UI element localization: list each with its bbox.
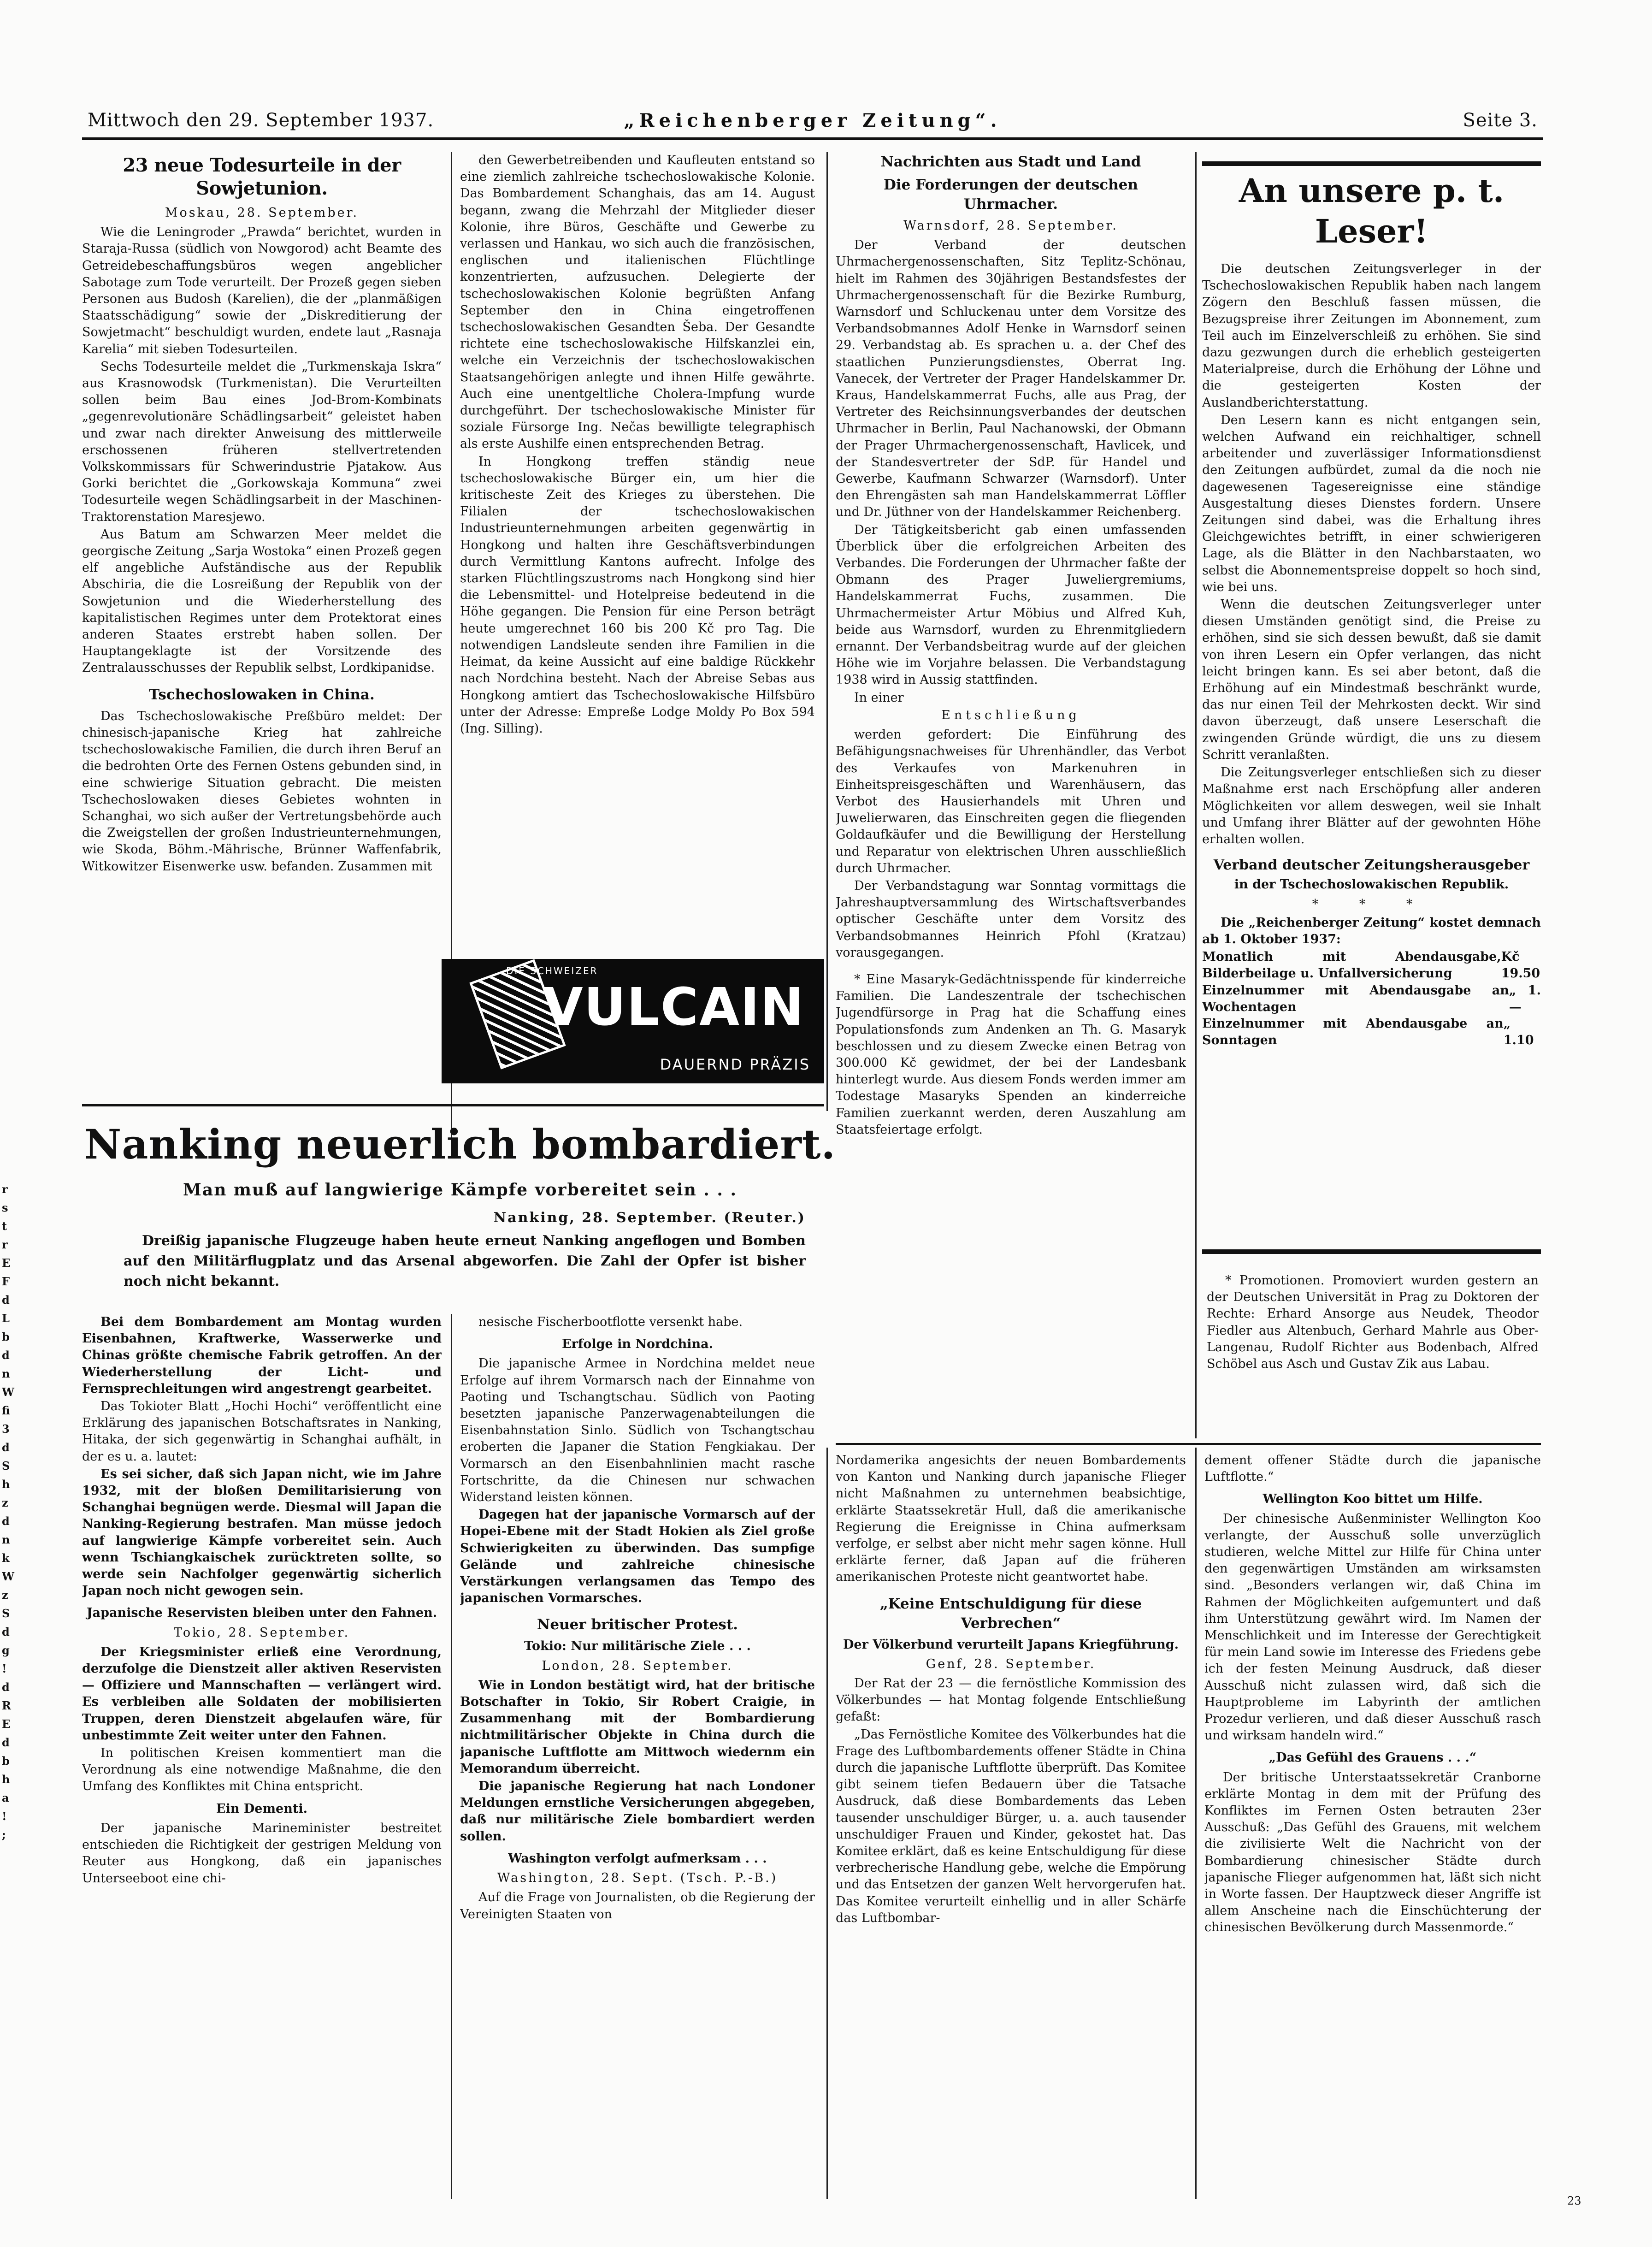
- paragraph: Sechs Todesurteile meldet die „Turkmenskaja Iskra“ aus Krasnowodsk (Turkmenistan). Die Verurteilten sollen beim Bau eines Jod-Brom-Kombinats „gegenrevolutionäre Schädlingsarbeit“ geleistet haben und zwar nach direkter Anweisung des mittlerweile erschossenen früheren stellvertretenden Volkskommissars für Schwerindustrie Pjatakow. Aus Gorki berichtet die „Gorkowskaja Kommuna“ zwei Todesurteile wegen Schädlingsarbeit in der Maschinen-Traktorenstation Maresjewo.: [82, 359, 442, 524]
- paragraph: Der Verband der deutschen Uhrmachergenossenschaften, Sitz Teplitz-Schönau, hielt im Rahmen des 30jährigen Bestandsfestes der Uhrmachergenossenschaft für die Bezirke Rumburg, Warnsdorf und Schluckenau unter dem Vorsitze des Verbandsobmannes Adolf Henke in Warnsdorf seinen 29. Verbandstag ab. Es sprachen u. a. der Chef des staatlichen Punzierungsdienstes, Oberrat Ing. Vanecek, der Vertreter der Prager Handelskammer Dr. Kraus, Handelskammerrat Fuchs, alle aus Prag, der Vertreter des Reichsinnungsverbandes der deutschen Uhrmacher in Berlin, Paul Nachanowski, der Obmann der Prager Uhrmachergenossenschaft, Havlicek, und der Standesvertreter der SdP. für Handel und Gewerbe, Kaufmann Schwarzer (Warnsdorf). Unter den Ehrengästen sah man Handelskammerrat Löffler und Dr. Jüthner von der Handelskammer Reichenberg.: [836, 238, 1186, 520]
- paragraph: Es sei sicher, daß sich Japan nicht, wie im Jahre 1932, mit der bloßen Demilitarisierung von Schanghai begnügen werde. Diesmal will Japan die Nanking-Regierung bestrafen. Man müsse jedoch auf langwierige Kämpfe vorbereitet sein. Auch wenn Tschiangkaischek zurücktreten sollte, so werde sein Nachfolger gegenwärtig sicherlich Japan noch nicht gewogen sein.: [82, 1466, 442, 1598]
- dateline: Moskau, 28. September.: [165, 206, 359, 220]
- paragraph: * Promotionen. Promoviert wurden gestern an der Deutschen Universität in Prag zu Doktoren der Rechte: Erhard Ansorge aus Neudek, Theodor Fiedler aus Altenbuch, Gerhard Mahrle aus Ober-Langenau, Rudolf Richter aus Bodenbach, Alfred Schöbel aus Asch und Gustav Zik aus Labau.: [1207, 1273, 1539, 1372]
- ad-tagline: DAUERND PRÄZIS: [660, 1056, 810, 1073]
- column-divider: [1195, 1448, 1197, 2199]
- column-2: [460, 152, 815, 1000]
- price-value: „ 1.—: [1509, 983, 1541, 1014]
- page-header: [88, 110, 1538, 136]
- newspaper-title: „Reichenberger Zeitung“.: [624, 110, 1002, 131]
- column-5: [836, 1452, 1186, 2199]
- column-6: [1204, 1452, 1541, 2199]
- dateline: London, 28. September.: [542, 1658, 733, 1673]
- column-divider: [826, 152, 828, 1111]
- headline-voelkerbund: „Keine Entschuldigung für diese Verbrechen“: [879, 1595, 1142, 1632]
- paragraph: In politischen Kreisen kommentiert man die Verordnung als eine notwendige Maßnahme, die den Umfang des Konfliktes mit China entspricht.: [82, 1746, 442, 1794]
- subheading: Wellington Koo bittet um Hilfe.: [1263, 1492, 1483, 1507]
- paragraph: „Das Fernöstliche Komitee des Völkerbundes hat die Frage des Luftbombardements offener Städte in China durch die japanische Luftflotte überprüft. Das Komitee gibt seinem tiefen Bedauern über die Tatsache Ausdruck, daß diese Bombardements das Leben tausender unschuldiger Bürger, u. a. auch tausender unschuldiger Frauen und Kinder, gekostet hat. Das Komitee erklärt, daß es keine Entschuldigung für diese verbrecherische Handlung gebe, welche die Empörung und das Entsetzen der ganzen Welt hervorgerufen hat. Das Komitee verurteilt einhellig und in aller Schärfe das Luftbombar-: [836, 1727, 1186, 1925]
- column-1: [82, 152, 442, 1153]
- subheading: Erfolge in Nordchina.: [561, 1337, 714, 1352]
- price-intro: Die „Reichenberger Zeitung“ kostet demnach ab 1. Oktober 1937:: [1202, 915, 1541, 946]
- notice-headline: An unsere p. t. Leser!: [1239, 171, 1504, 250]
- column-3: [836, 152, 1186, 1443]
- subheading: Neuer britischer Protest.: [537, 1616, 738, 1633]
- paragraph: Wie in London bestätigt wird, hat der britische Botschafter in Tokio, Sir Robert Craigie, in Zusammenhang mit der Bombardierung nichtmilitärischer Objekte in China durch die japanische Luftflotte am Mittwoch wiedernm ein Memorandum überreicht.: [460, 1678, 815, 1776]
- page-folio: 23: [1567, 2194, 1581, 2207]
- dateline: Washington, 28. Sept. (Tsch. P.-B.): [497, 1871, 778, 1886]
- headline-uhrmacher: Die Forderungen der deutschen Uhrmacher.: [884, 177, 1138, 213]
- subheading: Ein Dementi.: [216, 1801, 307, 1816]
- headline-tschechoslowaken: Tschechoslowaken in China.: [149, 686, 375, 703]
- paragraph: Der Kriegsminister erließ eine Verordnung, derzufolge die Dienstzeit aller aktiven Reservisten — Offiziere und Mannschaften — verlängert wird. Es verbleiben alle Soldaten der mobilisierten Truppen, deren Dienstzeit abgelaufen wäre, für unbestimmte Zeit weiter unter den Fahnen.: [82, 1644, 442, 1743]
- paragraph: dement offener Städte durch die japanische Luftflotte.“: [1204, 1453, 1541, 1484]
- section-rule: [836, 1443, 1541, 1445]
- paragraph: Den Lesern kann es nicht entgangen sein, welchen Aufwand ein reichhaltiger, schnell arbeitender und zuverlässiger Informationsdienst den Zeitungen aufbürdet, zumal da die noch nie dagewesenen Tagesereignisse eine ständige Ausgestaltung dieses Dienstes fordern. Unsere Zeitungen sind dabei, was die Erhaltung ihres Gleichgewichtes betrifft, in einer schwierigeren Lage, als die Blätter in den Nachbarstaaten, wo selbst die Abonnementspreise doppelt so hoch sind, wie bei uns.: [1202, 413, 1541, 594]
- column-divider: [826, 1448, 828, 2199]
- price-label: Einzelnummer mit Abendausgabe an Sonntagen: [1202, 1016, 1504, 1048]
- signature: Verband deutscher Zeitungsherausgeber: [1213, 857, 1530, 874]
- subheading: Washington verfolgt aufmerksam . . .: [508, 1851, 767, 1866]
- column-divider: [1195, 152, 1197, 1438]
- paragraph: Aus Batum am Schwarzen Meer meldet die georgische Zeitung „Sarja Wostoka“ einen Prozeß gegen elf angebliche Aufständische aus der Republik Abschiria, die die Losreißung der Republik von der Sowjetunion und die Wiederherstellung des kapitalistischen Regimes unter dem Protektorat eines anderen Staates erstrebt haben sollen. Der Hauptangeklagte ist der Vorsitzende des Zentralausschusses der Republik selbst, Lordkipanidse.: [82, 527, 442, 675]
- masaryk-notice: * Eine Masaryk-Gedächtnisspende für kinderreiche Familien. Die Landeszentrale der tschechischen Jugendfürsorge in Prag hat die Schaffung eines Populationsfonds zum Andenken an Th. G. Masaryk beschlossen und zu diesem Zwecke einen Betrag von 300.000 Kč gewidmet, der bei der Landesbank hinterlegt wurde. Aus diesem Fonds werden immer am Todestage Masaryks Spenden an kinderreiche Familien zuerkannt werden, deren Auszahlung am Staatsfeiertage erfolgt.: [836, 972, 1186, 1137]
- paragraph: Der Tätigkeitsbericht gab einen umfassenden Überblick über die erfolgreichen Arbeiten des Verbandes. Die Forderungen der Uhrmacher faßte der Obmann des Prager Juweliergremiums, Handelskammerrat Fuchs, zusammen. Die Uhrmachermeister Artur Möbius und Alfred Kuh, beide aus Warnsdorf, wurden zu Ehrenmitgliedern ernannt. Der Verbandsbeitrag wurde auf der gleichen Höhe wie im Vorjahre belassen. Die Verbandstagung 1938 wird in Aussig stattfinden.: [836, 522, 1186, 687]
- nanking-column-b: [460, 1314, 815, 2199]
- signature-sub: in der Tschechoslowakischen Republik.: [1234, 877, 1509, 892]
- price-label: Einzelnummer mit Abendausgabe an Wochentagen: [1202, 983, 1509, 1014]
- paragraph: werden gefordert: Die Einführung des Befähigungsnachweises für Uhrenhändler, das Verbot des Verkaufes von Markenuhren in Einheitspreisgeschäften und Warenhäusern, das Verbot des Hausierhandels mit Uhren und Juwelierwaren, das Einschreiten gegen die fliegenden Goldaufkäufer und die Bewilligung der Herstellung und Reparatur von elektrischen Uhren ausschließlich durch Uhrmacher.: [836, 727, 1186, 875]
- dateline: Nanking, 28. September. (Reuter.): [493, 1210, 806, 1226]
- subheading: „Das Gefühl des Grauens . . .“: [1268, 1750, 1477, 1765]
- header-rule: [82, 137, 1543, 140]
- subheading: Tokio: Nur militärische Ziele . . .: [524, 1639, 751, 1654]
- headline-todesurteile: 23 neue Todesurteile in der Sowjetunion.: [123, 154, 401, 199]
- paragraph: Der britische Unterstaatssekretär Cranborne erklärte Montag in dem mit der Prüfung des Konfliktes im Fernen Osten betrauten 23er Ausschuß: „Das Gefühl des Grauens, mit welchem die zivilisierte Welt die Nachricht von der Bombardierung chinesischer Städte durch japanische Flieger aufgenommen hat, läßt sich nicht in Worte fassen. Der Hauptzweck dieser Angriffe ist allem Anscheine nach die Einschüchterung der chinesischen Bevölkerung durch Massenmorde.“: [1204, 1770, 1541, 1935]
- paragraph: Die japanische Armee in Nordchina meldet neue Erfolge auf ihrem Vormarsch nach der Einnahme von Paoting und Tschangtschau. Südlich von Paoting besetzten japanische Panzerwagenabteilungen die Eisenbahnstation Sinlo. Südlich von Tschangtschau eroberten die Japaner die Station Fengkiakau. Der Vormarsch an den Eisenbahnlinien macht rasche Fortschritte, da die Chinesen nur schwachen Widerstand leisten können.: [460, 1356, 815, 1505]
- ad-small-text: DIE SCHWEIZER: [506, 965, 598, 976]
- price-value: „ 1.10: [1503, 1016, 1534, 1048]
- paragraph: Die Zeitungsverleger entschließen sich zu dieser Maßnahme erst nach Erschöpfung aller anderen Möglichkeiten vor allem deswegen, weil sie Inhalt und Umfang ihrer Blätter auf der gewohnten Höhe erhalten wollen.: [1202, 765, 1541, 846]
- price-value: Kč 19.50: [1501, 950, 1540, 981]
- section-rule: [82, 1104, 824, 1106]
- price-label: Monatlich mit Abendausgabe, Bilderbeilage u. Unfallversicherung: [1202, 950, 1501, 981]
- paragraph: Wenn die deutschen Zeitungsverleger unter diesen Umständen genötigt sind, die Preise zu erhöhen, sind sie sich dessen bewußt, daß sie damit von ihren Lesern ein Opfer verlangen, das nicht leicht bringen kann. Es sei aber betont, daß die Erhöhung auf ein Mindestmaß beschränkt wurde, das nur einen Teil der Mehrkosten deckt. Wir sind davon überzeugt, daß unsere Leserschaft die zwingenden Gründe würdigt, die uns zu diesem Schritt veranlaßten.: [1202, 597, 1541, 762]
- paragraph: Die japanische Regierung hat nach Londoner Meldungen ernstliche Versicherungen abgegeben, daß nur militärische Ziele bombardiert werden sollen.: [460, 1779, 815, 1844]
- ad-brand: VULCAIN: [543, 977, 805, 1037]
- dateline: Warnsdorf, 28. September.: [903, 219, 1118, 233]
- paragraph: Die deutschen Zeitungsverleger in der Tschechoslowakischen Republik haben nach langem Zögern den Beschluß fassen müssen, die Bezugspreise ihrer Zeitungen im Abonnement, zum Teil auch im Einzelverschleiß zu erhöhen. Sie sind dazu gezwungen durch die erheblich gesteigerten Materialpreise, durch die Erhöhung der Löhne und die gesteigerten Kosten der Auslandberichterstattung.: [1202, 262, 1541, 410]
- price-row: [1202, 1016, 1541, 1049]
- paragraph: nesische Fischerbootflotte versenkt habe.: [478, 1315, 743, 1329]
- paragraph: Nordamerika angesichts der neuen Bombardements von Kanton und Nanking durch japanische Flieger nicht Maßnahmen zu unternehmen beabsichtige, erklärte Staatssekretär Hull, daß die amerikanische Regierung die Ereignisse in China aufmerksam verfolge, er selbst aber nicht mehr sagen könne. Hull erklärte ferner, daß Japan auf die früheren amerikanischen Proteste nicht geantwortet habe.: [836, 1453, 1186, 1585]
- paragraph: In einer: [854, 690, 904, 705]
- price-row: [1202, 949, 1541, 982]
- paragraph: Der Rat der 23 — die fernöstliche Kommission des Völkerbundes — hat Montag folgende Entschließung gefaßt:: [836, 1676, 1186, 1724]
- subheading: Japanische Reservisten bleiben unter den Fahnen.: [86, 1606, 437, 1620]
- nanking-headline: Nanking neuerlich bombardiert.: [84, 1120, 836, 1168]
- paragraph: In Hongkong treffen ständig neue tschechoslowakische Bürger ein, um hier die kritischeste Zeit des Krieges zu überstehen. Die Filialen der tschechoslowakischen Industrieunternehmungen arbeiten gegenwärtig in Hongkong und halten ihre Geschäftsverbindungen durch Vermittlung Kantons aufrecht. Infolge des starken Flüchtlingszustroms nach Hongkong sind hier die Lebensmittel- und Hotelpreise bedeutend in die Höhe gegangen. Die Pension für eine Person beträgt heute umgerechnet 160 bis 200 Kč pro Tag. Die notwendigen Landsleute senden ihre Familien in die Heimat, da keine Aussicht auf eine baldige Rückkehr nach Nordchina besteht. Nach der Abreise Sebas aus Hongkong amtiert das Tschechoslowakische Hilfsbüro unter der Adresse: Empreße Lodge Moldy Po Box 594 (Ing. Silling).: [460, 454, 815, 736]
- lead-paragraph: Dreißig japanische Flugzeuge haben heute erneut Nanking angeflogen und Bomben auf den Militärflugplatz und das Arsenal abgeworfen. Die Zahl der Opfer ist bisher noch nicht bekannt.: [124, 1233, 806, 1289]
- section-title: Nachrichten aus Stadt und Land: [880, 154, 1141, 170]
- nanking-column-a: [82, 1314, 442, 2199]
- newspaper-page: [82, 101, 1543, 2204]
- paragraph: den Gewerbetreibenden und Kaufleuten entstand so eine ziemlich zahlreiche tschechoslowakische Kolonie. Das Bombardement Schanghais, das am 14. August begann, zwang die Mehrzahl der Mitglieder dieser Kolonie, ihre Büros, Geschäfte und Gewerbe zu verlassen und Hankau, wo sich auch die französischen, englischen und italienischen Flüchtlinge konzentrierten, aufzusuchen. Delegierte der tschechoslowakischen Kolonie begrüßten Anfang September den in China eingetroffenen tschechoslowakischen Gesandten Šeba. Der Gesandte richtete eine tschechoslowakische Hilfskanzlei ein, welche ein Verzeichnis der tschechoslowakischen Staatsangehörigen anlegte und ihnen Hilfe gewährte. Auch eine unentgeltliche Cholera-Impfung wurde durchgeführt. Der tschechoslowakische Minister für soziale Fürsorge Ing. Nečas bewilligte telegraphisch als erste Aushilfe einen entsprechenden Betrag.: [460, 153, 815, 451]
- separator-stars: * * *: [1312, 897, 1431, 911]
- nanking-subhead: Man muß auf langwierige Kämpfe vorbereitet sein . . .: [183, 1180, 737, 1200]
- paragraph: Wie die Leningroder „Prawda“ berichtet, wurden in Staraja-Russa (südlich von Nowgorod) acht Beamte des Getreidebeschaffungsbüros wegen angeblicher Sabotage zum Tode verurteilt. Der Prozeß gegen sieben Personen aus Budosh (Karelien), die der „planmäßigen Staatsschädigung“ sowie der „Diskreditierung der Sowjetmacht“ beschuldigt wurden, endete laut „Rasnaja Karelia“ mit sieben Todesurteilen.: [82, 225, 442, 356]
- paragraph: Der chinesische Außenminister Wellington Koo verlangte, der Ausschuß solle unverzüglich studieren, welche Mittel zur Hilfe für China unter den gegenwärtigen Umständen am wirksamsten sind. „Besonders verlangen wir, daß China im Rahmen der Möglichkeiten aufgemuntert und daß ihm Unterstützung gewährt wird. Im Namen der Menschlichkeit und im Interesse der Gerechtigkeit für mein Land sowie im Interesse des Friedens gebe ich der festen Meinung Ausdruck, daß dieser Ausschuß nicht zulassen wird, daß sich die Hauptprobleme im Labyrinth der amtlichen Prozedur verlieren, und daß dieser Ausschuß rasch und wirksam handeln wird.“: [1204, 1511, 1541, 1743]
- paragraph: Das Tokioter Blatt „Hochi Hochi“ veröffentlicht eine Erklärung des japanischen Botschaftsrates in Nanking, Hitaka, der sich gegenwärtig in Schanghai aufhält, in der es u. a. lautet:: [82, 1399, 442, 1464]
- price-row: [1202, 982, 1541, 1016]
- paragraph: Der Verbandstagung war Sonntag vormittags die Jahreshauptversammlung des Wirtschaftsverbandes optischer Geschäfte unter dem Vorsitz des Verbandsobmannes Heinrich Pfohl (Kratzau) vorausgegangen.: [836, 878, 1186, 960]
- column-divider: [451, 1314, 452, 2199]
- paragraph: Der japanische Marineminister bestreitet entschieden die Richtigkeit der gestrigen Meldung von Reuter aus Hongkong, daß ein japanisches Unterseeboot eine chi-: [82, 1821, 442, 1886]
- subheading: Der Völkerbund verurteilt Japans Kriegführung.: [843, 1637, 1179, 1652]
- margin-bleed-text: r s t r E F d L b d n W fi 3 d S h z d n k W z S d g ! d R E d b h a ! ;: [2, 1183, 14, 1841]
- dateline: Genf, 28. September.: [926, 1656, 1096, 1671]
- dateline: Tokio, 28. September.: [173, 1625, 350, 1640]
- paragraph: Bei dem Bombardement am Montag wurden Eisenbahnen, Kraftwerke, Wasserwerke und Chinas größte chemische Fabrik getroffen. An der Wiederherstellung der Licht- und Fernsprechleitungen wird angestrengt gearbeitet.: [82, 1315, 442, 1396]
- subscriber-notice: [1202, 161, 1541, 1254]
- vulcain-advertisement: [442, 959, 824, 1083]
- page-number: Seite 3.: [1463, 110, 1538, 131]
- subheading: Entschließung: [941, 708, 1080, 722]
- promotion-notice: [1207, 1272, 1539, 1438]
- paragraph: Dagegen hat der japanische Vormarsch auf der Hopei-Ebene mit der Stadt Hokien als Ziel große Schwierigkeiten zu überwinden. Das sumpfige Gelände und zahlreiche chinesische Verstärkungen verlangsamen das Tempo des japanischen Vormarsches.: [460, 1508, 815, 1606]
- paragraph: Das Tschechoslowakische Preßbüro meldet: Der chinesisch-japanische Krieg hat zahlreiche tschechoslowakische Familien, die durch ihren Beruf an die bedrohten Orte des Fernen Ostens gebunden sind, in eine schwierige Situation gebracht. Die meisten Tschechoslowaken dieses Gebietes wohnten in Schanghai, wo sich außer der Vertretungsbehörde auch die Zweigstellen der großen Industrieunternehmungen, wie Skoda, Böhm.-Mährische, Brünner Waffenfabrik, Witkowitzer Eisenwerke usw. befanden. Zusammen mit: [82, 709, 442, 874]
- paragraph: Auf die Frage von Journalisten, ob die Regierung der Vereinigten Staaten von: [460, 1890, 815, 1922]
- issue-date: Mittwoch den 29. September 1937.: [88, 110, 434, 131]
